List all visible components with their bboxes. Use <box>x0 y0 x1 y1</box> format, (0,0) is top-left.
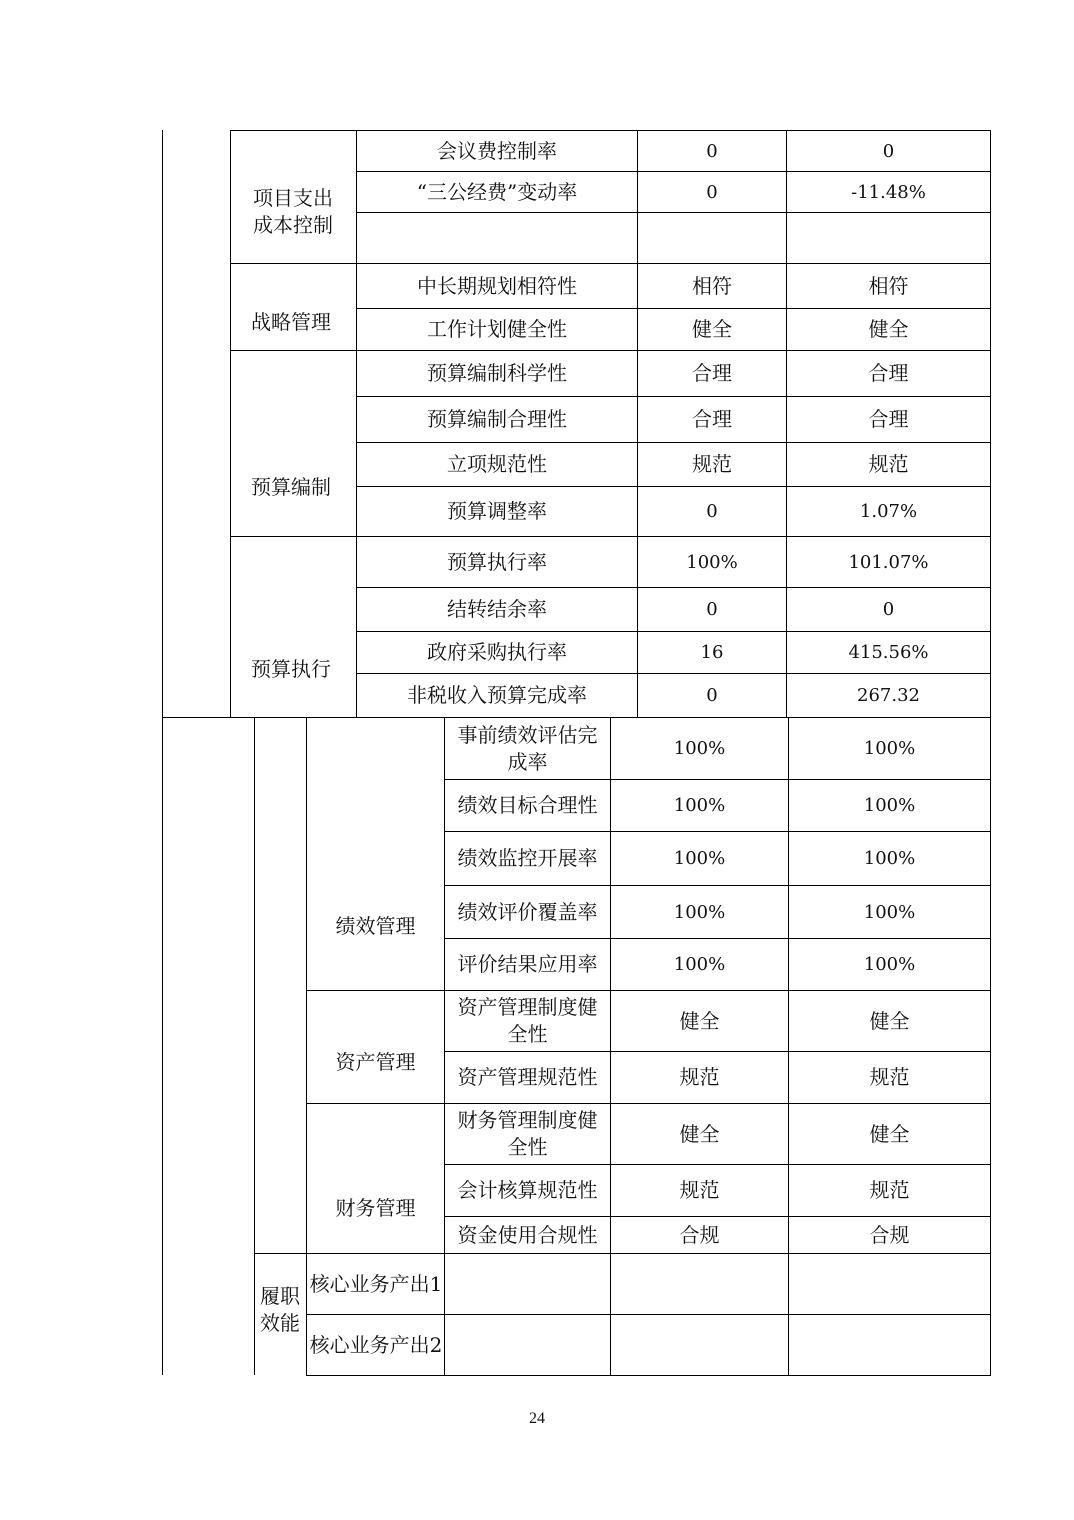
actual-value: 100% <box>863 848 916 869</box>
target-value: 100% <box>673 848 726 869</box>
upper-col-border-1 <box>230 130 231 718</box>
actual-value: 合理 <box>868 361 909 385</box>
actual-value <box>789 1254 990 1314</box>
indicator-cell: 结转结余率 <box>447 597 547 621</box>
actual-value: 健全 <box>869 1008 910 1033</box>
indicator-cell: 政府采购执行率 <box>427 640 567 664</box>
indicator-cell: 立项规范性 <box>447 452 547 476</box>
target-value: 规范 <box>692 452 732 476</box>
indicator-cell: 绩效目标合理性 <box>457 793 598 817</box>
target-value: 规范 <box>679 1065 720 1089</box>
target-value: 0 <box>706 599 718 620</box>
actual-value: 健全 <box>869 1121 910 1146</box>
indicator-cell: 预算执行率 <box>447 549 547 574</box>
indicator-cell: 预算编制合理性 <box>427 407 567 431</box>
target-value: 合规 <box>679 1222 720 1247</box>
actual-value: 415.56% <box>848 642 929 663</box>
target-value: 0 <box>706 685 718 706</box>
indicator-cell: 工作计划健全性 <box>427 317 567 341</box>
actual-value: -11.48% <box>851 181 926 203</box>
group-label: 预算编制 <box>251 474 331 499</box>
upper-col-border-right <box>990 130 991 718</box>
target-value: 100% <box>686 551 738 573</box>
target-value: 健全 <box>679 1008 720 1033</box>
group-label: 绩效管理 <box>335 913 416 938</box>
actual-value: 健全 <box>868 317 909 341</box>
core-output-item: 核心业务产出2 <box>309 1332 443 1357</box>
core-output-item: 核心业务产出1 <box>309 1271 443 1296</box>
target-value: 合理 <box>692 361 732 385</box>
actual-value: 267.32 <box>857 685 920 706</box>
actual-value <box>787 213 990 263</box>
target-value: 健全 <box>679 1121 720 1146</box>
target-value <box>611 1315 788 1375</box>
target-value: 100% <box>673 795 726 816</box>
target-value: 规范 <box>679 1178 720 1202</box>
lower-bottom-border <box>306 1375 991 1376</box>
actual-value: 规范 <box>868 452 909 476</box>
target-value: 100% <box>673 954 726 975</box>
indicator-cell: 事前绩效评估完成率 <box>457 722 598 774</box>
target-value: 健全 <box>692 317 732 341</box>
actual-value: 101.07% <box>848 551 929 573</box>
lower-col-border-1 <box>254 717 255 1375</box>
target-value: 0 <box>706 181 718 203</box>
outer-left-border <box>162 130 163 1375</box>
indicator-cell: 会计核算规范性 <box>457 1178 598 1202</box>
indicator-cell: 非税收入预算完成率 <box>407 683 587 707</box>
actual-value: 100% <box>863 901 916 923</box>
group-label: 预算执行 <box>251 656 331 681</box>
actual-value: 规范 <box>869 1065 910 1089</box>
target-value <box>611 1254 788 1314</box>
actual-value: 100% <box>863 795 916 816</box>
group-label: 项目支出成本控制 <box>253 186 333 237</box>
indicator-cell: 绩效监控开展率 <box>457 846 598 870</box>
target-value: 合理 <box>692 407 732 431</box>
actual-value: 100% <box>863 954 916 975</box>
group-label: 战略管理 <box>251 309 331 334</box>
indicator-cell: 绩效评价覆盖率 <box>457 899 598 924</box>
indicator-cell: 中长期规划相符性 <box>417 273 577 298</box>
indicator-cell: 资产管理制度健全性 <box>457 995 598 1046</box>
target-value: 0 <box>706 140 718 162</box>
indicator-cell: 预算编制科学性 <box>427 361 567 385</box>
actual-value: 规范 <box>869 1178 910 1202</box>
indicator-cell: “三公经费”变动率 <box>416 179 578 204</box>
actual-value: 0 <box>882 599 895 620</box>
target-value: 0 <box>706 501 718 522</box>
indicator-cell: 资金使用合规性 <box>457 1222 598 1247</box>
actual-value <box>789 1315 990 1375</box>
group-label: 资产管理 <box>335 1049 416 1074</box>
indicator-cell <box>357 213 637 263</box>
performance-label: 履职效能 <box>260 1284 300 1335</box>
target-value: 16 <box>700 642 724 663</box>
actual-value: 100% <box>863 738 916 759</box>
indicator-cell: 会议费控制率 <box>437 138 557 163</box>
lower-col-border-right <box>990 717 991 1375</box>
group-label: 财务管理 <box>335 1195 416 1220</box>
target-value: 100% <box>673 901 726 923</box>
indicator-cell: 预算调整率 <box>447 499 547 523</box>
target-value <box>638 213 786 263</box>
indicator-cell: 评价结果应用率 <box>457 952 598 976</box>
indicator-cell: 资产管理规范性 <box>457 1065 598 1089</box>
actual-value: 合理 <box>868 407 909 431</box>
indicator-cell: 财务管理制度健全性 <box>457 1108 598 1159</box>
page-number: 24 <box>529 1410 545 1427</box>
actual-value: 0 <box>882 140 895 162</box>
target-value: 相符 <box>692 273 732 298</box>
target-value: 100% <box>673 738 726 759</box>
actual-value: 1.07% <box>859 501 918 522</box>
actual-value: 合规 <box>869 1222 910 1247</box>
actual-value: 相符 <box>868 273 909 298</box>
